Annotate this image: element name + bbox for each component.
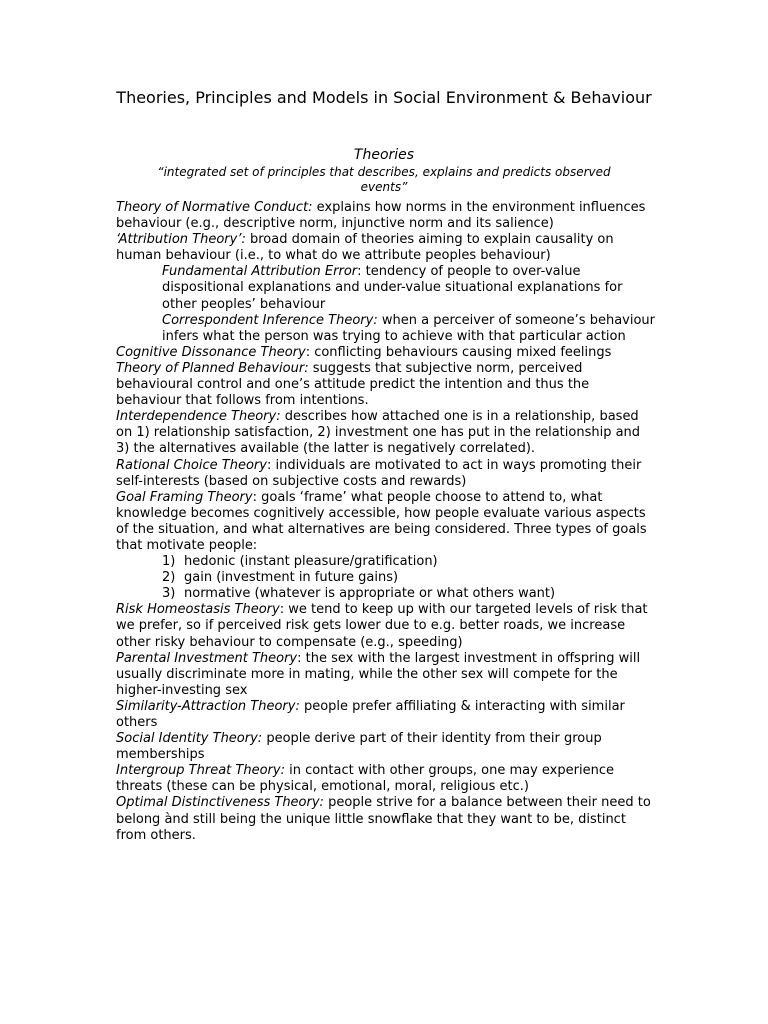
entry-term: Intergroup Threat Theory: <box>116 763 285 779</box>
list-item <box>116 570 656 586</box>
entry-cognitive-dissonance <box>116 345 656 361</box>
entry-term: Social Identity Theory: <box>116 731 263 747</box>
list-text: gain (investment in future gains) <box>184 570 399 586</box>
list-number: 2) <box>162 570 176 586</box>
section-heading: Theories <box>353 147 415 163</box>
page-title: Theories, Principles and Models in Social Environment & Behaviour <box>116 88 652 107</box>
entry-term: Rational Choice Theory <box>116 457 267 473</box>
entry-similarity-attraction <box>116 699 656 731</box>
list-number: 3) <box>162 586 176 602</box>
entry-text: in contact with other groups, one may experience threats (these can be physical, emotional, moral, religious etc.) <box>116 763 614 795</box>
entry-planned-behaviour <box>116 361 656 409</box>
entry-goal-framing <box>116 490 656 554</box>
entry-social-identity <box>116 731 656 763</box>
entry-text: : goals ‘frame’ what people choose to attend to, what knowledge becomes cognitively accessible, how people evaluate various aspects of the situation, and what alternatives are being considered. Three types of goals that motivate people: <box>116 489 647 553</box>
entry-term: Goal Framing Theory <box>116 489 253 505</box>
list-number: 1) <box>162 554 176 570</box>
entry-text: when a perceiver of someone’s behaviour infers what the person was trying to achieve with that particular action <box>162 312 656 344</box>
entry-text: : individuals are motivated to act in ways promoting their self-interests (based on subjective costs and rewards) <box>116 457 642 489</box>
entry-term: Theory of Planned Behaviour: <box>116 360 309 376</box>
entry-intergroup-threat <box>116 763 656 795</box>
entry-text: : the sex with the largest investment in offspring will usually discriminate more in mating, while the other sex will compete for the higher-investing sex <box>116 650 641 698</box>
entry-text: : conflicting behaviours causing mixed feelings <box>305 344 612 360</box>
entry-term: Theory of Normative Conduct: <box>116 200 313 215</box>
entry-term: Parental Investment Theory <box>116 650 298 666</box>
list-item <box>116 586 656 602</box>
theory-list <box>116 200 656 844</box>
entry-text: : we tend to keep up with our targeted levels of risk that we prefer, so if perceived risk gets lower due to e.g. better roads, we increase other risky behaviour to compensate (e.g., speeding) <box>116 602 648 650</box>
entry-term: Interdependence Theory: <box>116 409 281 425</box>
entry-text: people strive for a balance between their need to belong ànd still being the unique little snowflake that they want to be, distinct from others. <box>116 795 651 843</box>
list-item <box>116 554 656 570</box>
entry-term: Correspondent Inference Theory: <box>162 312 378 328</box>
entry-term: Fundamental Attribution Error <box>162 264 358 280</box>
entry-term: ‘Attribution Theory’: <box>116 232 246 248</box>
entry-interdependence <box>116 409 656 457</box>
entry-text: suggests that subjective norm, perceived behavioural control and one’s attitude predict the intention and thus the behaviour that follows from intentions. <box>116 360 590 409</box>
entry-text: describes how attached one is in a relationship, based on 1) relationship satisfaction, 2) investment one has put in the relationship and 3) the alternatives available (the latter is negatively correlated). <box>116 409 641 457</box>
entry-correspondent-inference <box>116 313 656 345</box>
entry-rational-choice <box>116 458 656 490</box>
goal-types-list <box>116 554 656 602</box>
entry-text: : tendency of people to over-value dispositional explanations and under-value situational explanations for other peoples’ behaviour <box>162 264 623 312</box>
entry-term: Risk Homeostasis Theory <box>116 602 280 618</box>
list-text: normative (whatever is appropriate or what others want) <box>184 586 556 602</box>
entry-term: Cognitive Dissonance Theory <box>116 344 306 360</box>
entry-text: people derive part of their identity from their group memberships <box>116 731 602 763</box>
entry-term: Similarity-Attraction Theory: <box>116 698 300 714</box>
entry-parental-investment <box>116 651 656 699</box>
entry-term: Optimal Distinctiveness Theory: <box>116 795 324 811</box>
section-definition-quote: “integrated set of principles that describes, explains and predicts observed events” <box>157 165 611 194</box>
list-text: hedonic (instant pleasure/gratification) <box>184 554 438 570</box>
entry-attribution-theory <box>116 232 656 264</box>
entry-text: broad domain of theories aiming to explain causality on human behaviour (i.e., to what do we attribute peoples behaviour) <box>116 232 614 264</box>
entry-text: explains how norms in the environment influences behaviour (e.g., descriptive norm, injunctive norm and its salience) <box>116 200 646 232</box>
entry-risk-homeostasis <box>116 602 656 650</box>
entry-fundamental-attribution-error <box>116 264 656 312</box>
entry-text: people prefer affiliating & interacting with similar others <box>116 698 625 730</box>
entry-optimal-distinctiveness <box>116 795 656 843</box>
entry-normative-conduct <box>116 200 656 232</box>
